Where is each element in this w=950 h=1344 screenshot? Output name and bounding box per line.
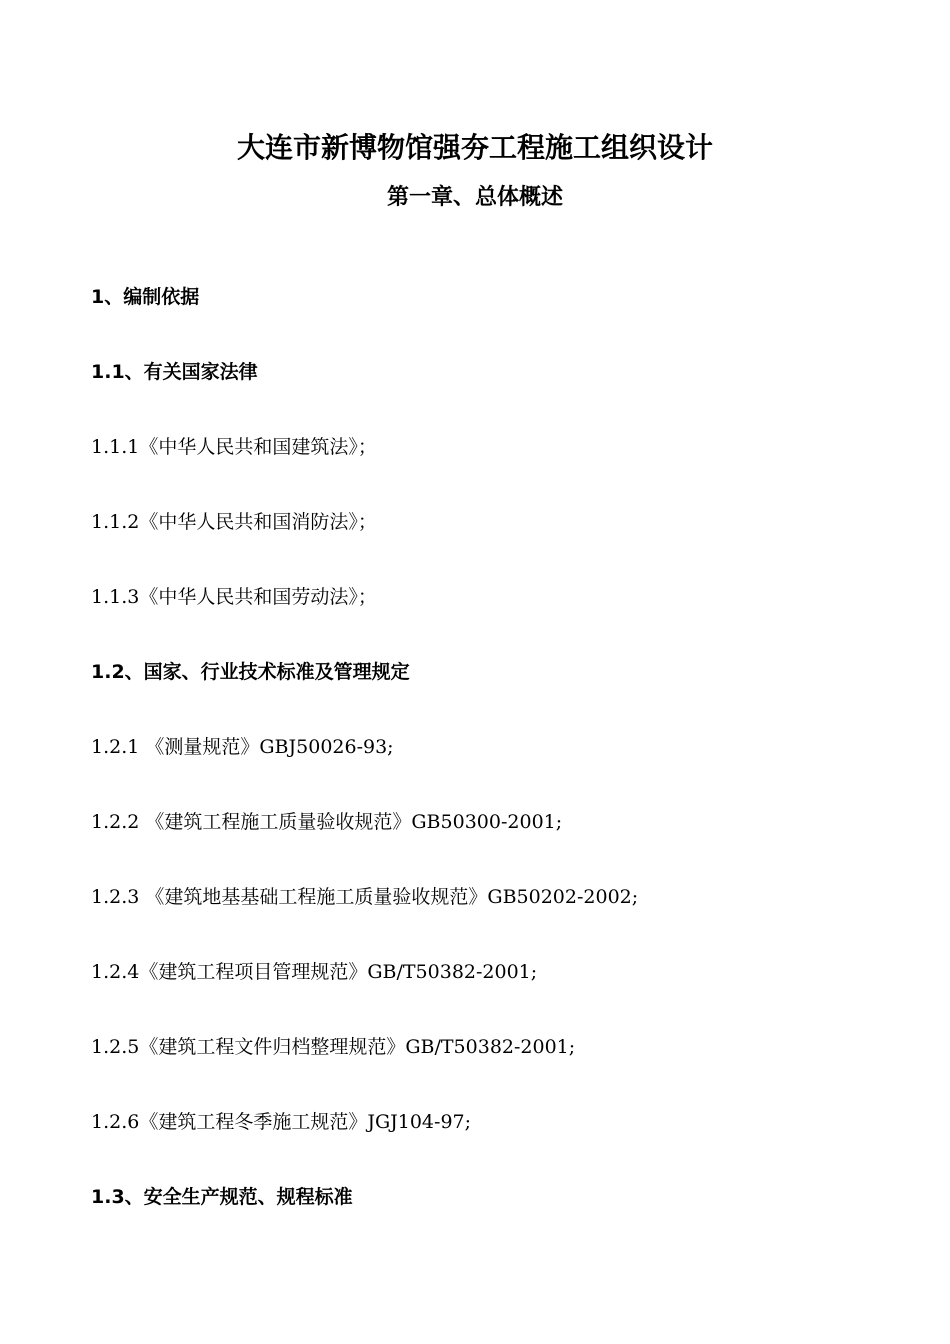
section-heading: 1.1、有关国家法律 [91, 361, 258, 383]
reference-item: 1.2.3 《建筑地基基础工程施工质量验收规范》GB50202-2002; [91, 886, 639, 908]
document-title: 大连市新博物馆强夯工程施工组织设计 [236, 131, 713, 164]
section-heading: 1.3、安全生产规范、规程标准 [91, 1186, 353, 1208]
reference-item: 1.2.5《建筑工程文件归档整理规范》GB/T50382-2001; [91, 1036, 576, 1058]
reference-item: 1.1.2《中华人民共和国消防法》； [91, 511, 377, 533]
section-heading: 1、编制依据 [91, 286, 200, 308]
reference-item: 1.2.1 《测量规范》GBJ50026-93; [91, 736, 394, 758]
reference-item: 1.2.4《建筑工程项目管理规范》GB/T50382-2001; [91, 961, 538, 983]
reference-item: 1.1.1《中华人民共和国建筑法》； [91, 436, 377, 458]
reference-item: 1.2.2 《建筑工程施工质量验收规范》GB50300-2001; [91, 811, 563, 833]
chapter-title: 第一章、总体概述 [386, 184, 563, 210]
section-heading: 1.2、国家、行业技术标准及管理规定 [91, 661, 410, 683]
reference-item: 1.2.6《建筑工程冬季施工规范》JGJ104-97; [91, 1111, 472, 1133]
reference-item: 1.1.3《中华人民共和国劳动法》； [91, 586, 377, 608]
